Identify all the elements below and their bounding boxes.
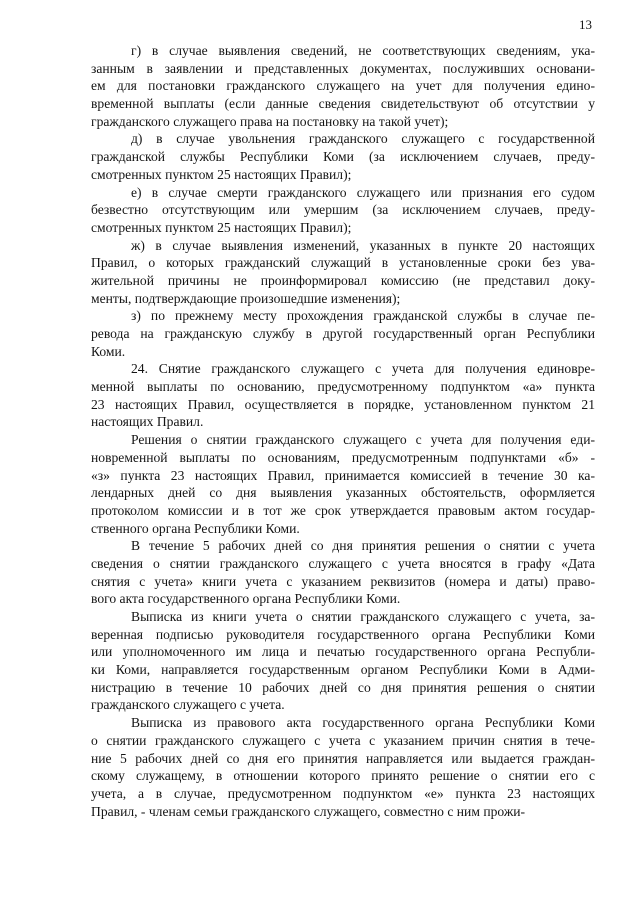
text-line: учета, а в случае, предусмотренном подпунктом «е» пункта 23 настоящих (91, 785, 595, 801)
paragraph (91, 537, 595, 608)
text-line: протоколом комиссии и в тот же срок утверждается правовым актом государ- (91, 502, 595, 518)
text-line: ревода на гражданскую службу в другой государственный орган Республики (91, 326, 595, 341)
text-line: В течение 5 рабочих дней со дня принятия решения о снятии с учета (131, 538, 595, 554)
text-line: лендарных дней со дня выявления указанных обстоятельств, оформляется (91, 485, 595, 501)
text-line: ственного органа Республики Коми. (91, 520, 300, 536)
text-line: снятия с учета» книги учета с указанием реквизитов (номера и даты) право- (91, 573, 595, 589)
text-line: скому служащему, в отношении которого принято решение о снятии его с (91, 768, 595, 784)
text-line: 24. Снятие гражданского служащего с учета для получения единовре- (131, 361, 595, 377)
text-line: Коми. (91, 343, 126, 359)
text-line: ние 5 рабочих дней со дня его принятия направляется или выдается граждан- (91, 750, 595, 766)
text-line: гражданского служащего с учета. (91, 697, 285, 713)
text-line: гражданской службы Республики Коми (за исключением случаев, преду- (91, 149, 595, 165)
text-line: 23 настоящих Правил, осуществляется в порядке, установленном пунктом 21 (91, 396, 595, 412)
text-line: ем для постановки гражданского служащего на учет для получения едино- (91, 78, 595, 94)
paragraph (91, 431, 595, 537)
paragraph (91, 608, 595, 714)
text-line: безвестно отсутствующим или умершим (за исключением случаев, преду- (91, 202, 595, 218)
text-line: менты, подтверждающие произошедшие изменения); (91, 290, 401, 306)
text-line: новременной выплаты по основаниям, предусмотренным подпунктами «б» - (91, 449, 595, 465)
text-line: жительной причины не проинформировал комиссию (не представил доку- (91, 272, 595, 288)
text-line: Выписка из книги учета о снятии гражданского служащего с учета, за- (131, 609, 595, 624)
text-line: менной выплаты по основанию, предусмотренному подпунктом «а» пункта (91, 379, 595, 395)
paragraph (91, 184, 595, 237)
text-line: временной выплаты (если данные сведения свидетельствуют об отсутствии у (91, 96, 595, 112)
paragraph (91, 237, 595, 308)
text-line: нистрацию в течение 10 рабочих дней со дня принятия решения о снятии (91, 679, 595, 695)
text-line: г) в случае выявления сведений, не соответствующих сведениям, ука- (131, 43, 595, 58)
text-line: ки Коми, направляется государственным органом Республики Коми в Адми- (91, 662, 595, 678)
text-line: Правил, о которых гражданский служащий в установленные сроки без ува- (91, 255, 595, 271)
text-line: или уполномоченного им лица и печатью государственного органа Республи- (91, 644, 595, 660)
text-line: смотренных пунктом 25 настоящих Правил); (91, 219, 352, 235)
text-line: е) в случае смерти гражданского служащего или признания его судом (131, 184, 595, 200)
text-line: смотренных пунктом 25 настоящих Правил); (91, 166, 352, 182)
text-line: Правил, - членам семьи гражданского служащего, совместно с ним прожи- (91, 803, 526, 819)
document-body (91, 42, 595, 820)
text-line: Выписка из правового акта государственного органа Республики Коми (131, 715, 595, 731)
text-line: сведения о снятии гражданского служащего с учета вносятся в графу «Дата (91, 555, 595, 571)
text-line: веренная подписью руководителя государственного органа Республики Коми (91, 626, 595, 642)
text-line: ж) в случае выявления изменений, указанных в пункте 20 настоящих (131, 237, 595, 253)
page-number: 13 (579, 17, 592, 32)
paragraph (91, 360, 595, 431)
paragraph (91, 130, 595, 183)
text-line: з) по прежнему месту прохождения гражданской службы в случае пе- (131, 308, 595, 324)
paragraph (91, 42, 595, 130)
text-line: д) в случае увольнения гражданского служащего с государственной (131, 131, 595, 147)
text-line: занным в заявлении и представленных документах, послуживших основани- (91, 60, 595, 76)
paragraph (91, 307, 595, 360)
text-line: настоящих Правил. (91, 414, 204, 430)
paragraph (91, 714, 595, 820)
text-line: гражданского служащего права на постановку на такой учет); (91, 113, 449, 129)
text-line: вого акта государственного органа Республики Коми. (91, 591, 401, 607)
text-line: «з» пункта 23 настоящих Правил, принимается комиссией в течение 30 ка- (91, 467, 595, 483)
text-line: Решения о снятии гражданского служащего с учета для получения еди- (131, 432, 595, 448)
text-line: о снятии гражданского служащего с учета с указанием причин снятия в тече- (91, 732, 595, 748)
